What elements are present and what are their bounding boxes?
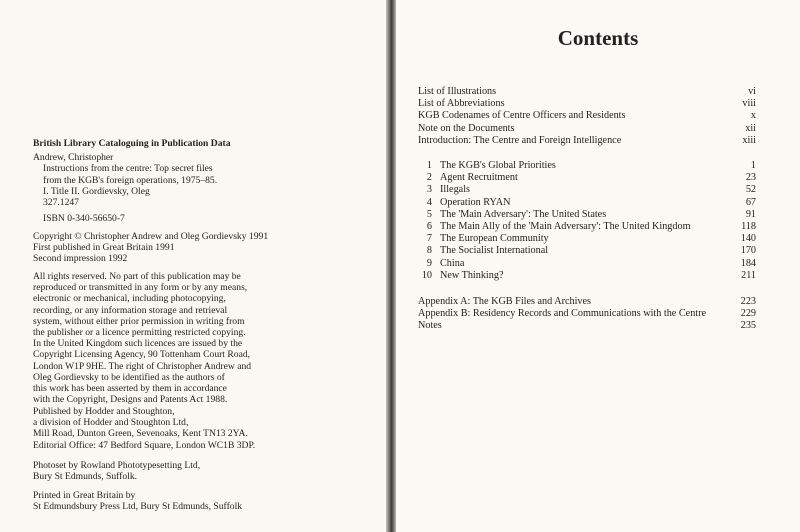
rights-line: electronic or mechanical, including photocopying, [33,293,226,305]
toc-entry-page: xiii [742,134,756,146]
chapter-title: The Socialist International [440,245,549,257]
toc-entry-label: Notes [418,320,442,332]
cip-line: 327.1247 [43,197,79,209]
chapter-number: 7 [426,233,432,245]
toc-entry-page: xii [745,122,756,134]
chapter-title: The European Community [440,233,549,245]
chapter-number: 10 [421,269,432,281]
chapter-number: 4 [426,196,432,208]
toc-entry-page: 223 [740,296,756,307]
toc-entry [418,296,756,308]
chapter-page: 118 [741,220,756,232]
chapter-title: The 'Main Adversary': The United States [440,208,607,220]
toc-entry [418,135,756,147]
toc-chapter [418,160,756,172]
toc-chapter [418,258,756,270]
printer-block [33,490,242,512]
toc-entry-label: List of Illustrations [418,86,497,97]
toc-chapter [418,221,756,233]
cip-block [33,138,231,224]
contents-title: Contents [557,26,639,50]
toc-chapter [418,172,756,184]
rights-line: this work has been asserted by them in accordance [33,383,227,395]
toc-front-matter [418,86,756,147]
rights-line: In the United Kingdom such licences are issued by the [33,338,243,350]
chapter-title: The KGB's Global Priorities [440,160,556,171]
cip-line: Andrew, Christopher [33,152,114,164]
toc-entry [418,308,756,320]
photoset-block [33,460,200,482]
chapter-title: Agent Recruitment [440,172,518,184]
toc-chapter [418,197,756,209]
cip-line: from the KGB's foreign operations, 1975–85. [43,174,218,186]
toc-chapters [418,160,756,282]
chapter-page: 23 [745,172,756,184]
toc-entry-label: Introduction: The Centre and Foreign Intelligence [418,134,622,146]
chapter-number: 1 [426,160,432,171]
copyright-line: Copyright © Christopher Andrew and Oleg Gordievsky 1991 [33,231,269,242]
publisher-line: Published by Hodder and Stoughton, [33,406,175,417]
toc-entry-page: x [750,110,756,122]
toc-chapter [418,270,756,282]
rights-line: with the Copyright, Designs and Patents Act 1988. [33,394,228,406]
isbn: ISBN 0-340-56650-7 [43,213,125,225]
book-gutter [386,0,396,532]
chapter-title: New Thinking? [440,269,504,281]
copyright-line: Second impression 1992 [33,253,128,265]
toc-entry-page: 235 [740,320,756,332]
rights-block [33,271,251,405]
toc-chapter [418,184,756,196]
chapter-number: 2 [426,172,432,184]
contents-page [396,0,800,532]
rights-line: the publisher or a licence permitting restricted copying. [33,327,246,339]
cip-line: I. Title II. Gordievsky, Oleg [43,185,150,197]
chapter-title: The Main Ally of the 'Main Adversary': The United Kingdom [440,220,691,232]
chapter-number: 8 [426,245,432,257]
publisher-line: Mill Road, Dunton Green, Sevenoaks, Kent TN13 2YA. [33,428,248,440]
rights-line: London W1P 9HE. The right of Christopher Andrew and [33,360,252,372]
chapter-page: 1 [750,160,756,171]
rights-line: Oleg Gordievsky to be identified as the authors of [33,371,225,383]
chapter-page: 140 [740,233,756,245]
chapter-number: 5 [426,208,432,220]
toc-entry [418,86,756,98]
toc-entry-page: 229 [740,308,756,320]
chapter-page: 91 [745,208,756,220]
cip-heading: British Library Cataloguing in Publication Data [33,138,231,149]
chapter-number: 3 [426,184,432,196]
toc-entry-page: vi [748,86,756,97]
rights-line: Copyright Licensing Agency, 90 Tottenham Court Road, [33,349,251,361]
chapter-page: 170 [740,245,756,257]
chapter-page: 211 [741,269,756,281]
rights-line: recording, or any information storage and retrieval [33,304,228,316]
toc-entry-page: viii [742,98,756,110]
rights-line: system, without either prior permission in writing from [33,315,245,327]
toc-chapter [418,209,756,221]
copyright-line: First published in Great Britain 1991 [33,242,175,254]
rights-line: reproduced or transmitted in any form or by any means, [33,282,248,294]
chapter-page: 52 [745,184,756,196]
chapter-page: 67 [745,196,756,208]
chapter-number: 9 [426,257,432,269]
toc-entry-label: Appendix A: The KGB Files and Archives [418,296,591,307]
publisher-line: Editorial Office: 47 Bedford Square, London WC1B 3DP. [33,439,256,451]
toc-entry-label: KGB Codenames of Centre Officers and Residents [418,110,626,122]
toc-entry-label: Note on the Documents [418,122,515,134]
publisher-block [33,406,255,451]
toc-entry-label: Appendix B: Residency Records and Communications with the Centre [418,308,707,320]
printer-line: Printed in Great Britain by [33,490,136,501]
toc-entry-label: List of Abbreviations [418,98,505,110]
toc-back-matter [418,296,756,333]
rights-line: All rights reserved. No part of this publication may be [33,271,241,282]
toc-entry [418,110,756,122]
toc-chapter [418,233,756,245]
chapter-page: 184 [740,257,756,269]
toc-entry [418,123,756,135]
imprint-page [0,0,386,532]
chapter-title: China [440,257,465,269]
publisher-line: a division of Hodder and Stoughton Ltd, [33,417,189,429]
toc-entry [418,320,756,332]
photoset-line: Bury St Edmunds, Suffolk. [33,471,138,483]
toc-entry [418,98,756,110]
toc-chapter [418,245,756,257]
chapter-number: 6 [426,220,432,232]
chapter-title: Operation RYAN [440,196,511,208]
printer-line: St Edmundsbury Press Ltd, Bury St Edmunds, Suffolk [33,501,243,513]
chapter-title: Illegals [440,184,470,196]
photoset-line: Photoset by Rowland Phototypesetting Ltd, [33,460,201,471]
copyright-block [33,231,268,265]
cip-line: Instructions from the centre: Top secret files [43,163,213,175]
